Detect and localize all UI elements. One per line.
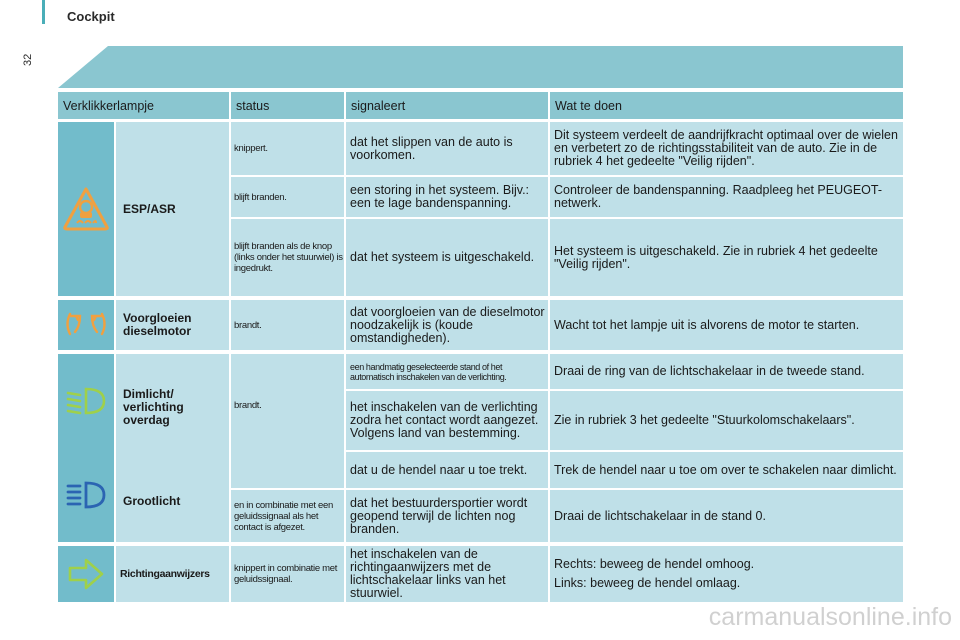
high-beam-icon (64, 480, 108, 510)
lights-signal-1: een handmatig geselecteerde stand of het automatisch inschakelen van de verlichting. (346, 354, 548, 389)
lights-action-2: Zie in rubriek 3 het gedeelte "Stuurkolomschakelaars". (550, 391, 903, 450)
page-number: 32 (22, 53, 34, 66)
section-title: Cockpit (67, 9, 115, 24)
glow-action: Wacht tot het lampje uit is alvorens de motor te starten. (550, 300, 903, 350)
col-header-signal: signaleert (346, 92, 548, 119)
lights-signal-4: dat het bestuurdersportier wordt geopend terwijl de lichten nog branden. (346, 490, 548, 542)
indicator-action-right: Rechts: beweeg de hendel omhoog. (554, 557, 755, 571)
lights-action-1: Draai de ring van de lichtschakelaar in de tweede stand. (550, 354, 903, 389)
esp-action-2: Controleer de bandenspanning. Raadpleeg het PEUGEOT-netwerk. (550, 177, 903, 217)
low-beam-icon (64, 386, 108, 416)
col-header-status: status (231, 92, 344, 119)
grootlicht-name: Grootlicht (123, 494, 181, 508)
esp-action-3: Het systeem is uitgeschakeld. Zie in rubriek 4 het gedeelte "Veilig rijden". (550, 219, 903, 296)
indicator-action-cell (550, 546, 903, 602)
glow-plug-icon (64, 310, 108, 340)
col-header-action: Wat te doen (550, 92, 903, 119)
esp-warning-triangle-icon (61, 185, 111, 233)
indicator-name: Richtingaanwijzers (116, 546, 229, 602)
glow-icon-cell (58, 300, 114, 350)
section-marker-bar (42, 0, 45, 24)
esp-icon-cell (58, 122, 114, 296)
glow-name: Voorgloeien dieselmotor (116, 300, 229, 350)
lights-status-1: brandt. (231, 354, 344, 488)
lights-signal-3: dat u de hendel naar u toe trekt. (346, 452, 548, 488)
esp-status-1: knippert. (231, 122, 344, 175)
esp-signal-1: dat het slippen van de auto is voorkomen. (346, 122, 548, 175)
dimlicht-name: Dimlicht/ verlichting overdag (123, 387, 184, 427)
watermark: carmanualsonline.info (708, 603, 952, 631)
turn-signal-arrow-icon (66, 557, 106, 591)
indicator-status: knippert in combinatie met geluidssignaal. (231, 546, 344, 602)
lights-action-3: Trek de hendel naar u toe om over te schakelen naar dimlicht. (550, 452, 903, 488)
lights-status-2: en in combinatie met een geluidssignaal als het contact is afgezet. (231, 490, 344, 542)
esp-signal-3: dat het systeem is uitgeschakeld. (346, 219, 548, 296)
glow-status: brandt. (231, 300, 344, 350)
esp-action-1: Dit systeem verdeelt de aandrijfkracht optimaal over de wielen en verbetert zo de richtingsstabiliteit van de auto. Zie in de rubriek 4 het gedeelte "Veilig rijden". (550, 122, 903, 175)
table-banner (58, 46, 903, 88)
lights-name-cell (116, 354, 229, 542)
esp-status-3: blijft branden als de knop (links onder het stuurwiel) is ingedrukt. (231, 219, 344, 296)
esp-name: ESP/ASR (116, 122, 229, 296)
lights-icon-cell (58, 354, 114, 542)
col-header-lamp: Verklikkerlampje (58, 92, 229, 119)
indicator-action-left: Links: beweeg de hendel omlaag. (554, 576, 741, 590)
indicator-signal: het inschakelen van de richtingaanwijzers met de lichtschakelaar links van het stuurwiel. (346, 546, 548, 602)
lights-signal-2: het inschakelen van de verlichting zodra het contact wordt aangezet. Volgens land van bestemming. (346, 391, 548, 450)
esp-signal-2: een storing in het systeem. Bijv.: een te lage bandenspanning. (346, 177, 548, 217)
esp-status-2: blijft branden. (231, 177, 344, 217)
glow-signal: dat voorgloeien van de dieselmotor noodzakelijk is (koude omstandigheden). (346, 300, 548, 350)
lights-action-4: Draai de lichtschakelaar in de stand 0. (550, 490, 903, 542)
indicator-icon-cell (58, 546, 114, 602)
